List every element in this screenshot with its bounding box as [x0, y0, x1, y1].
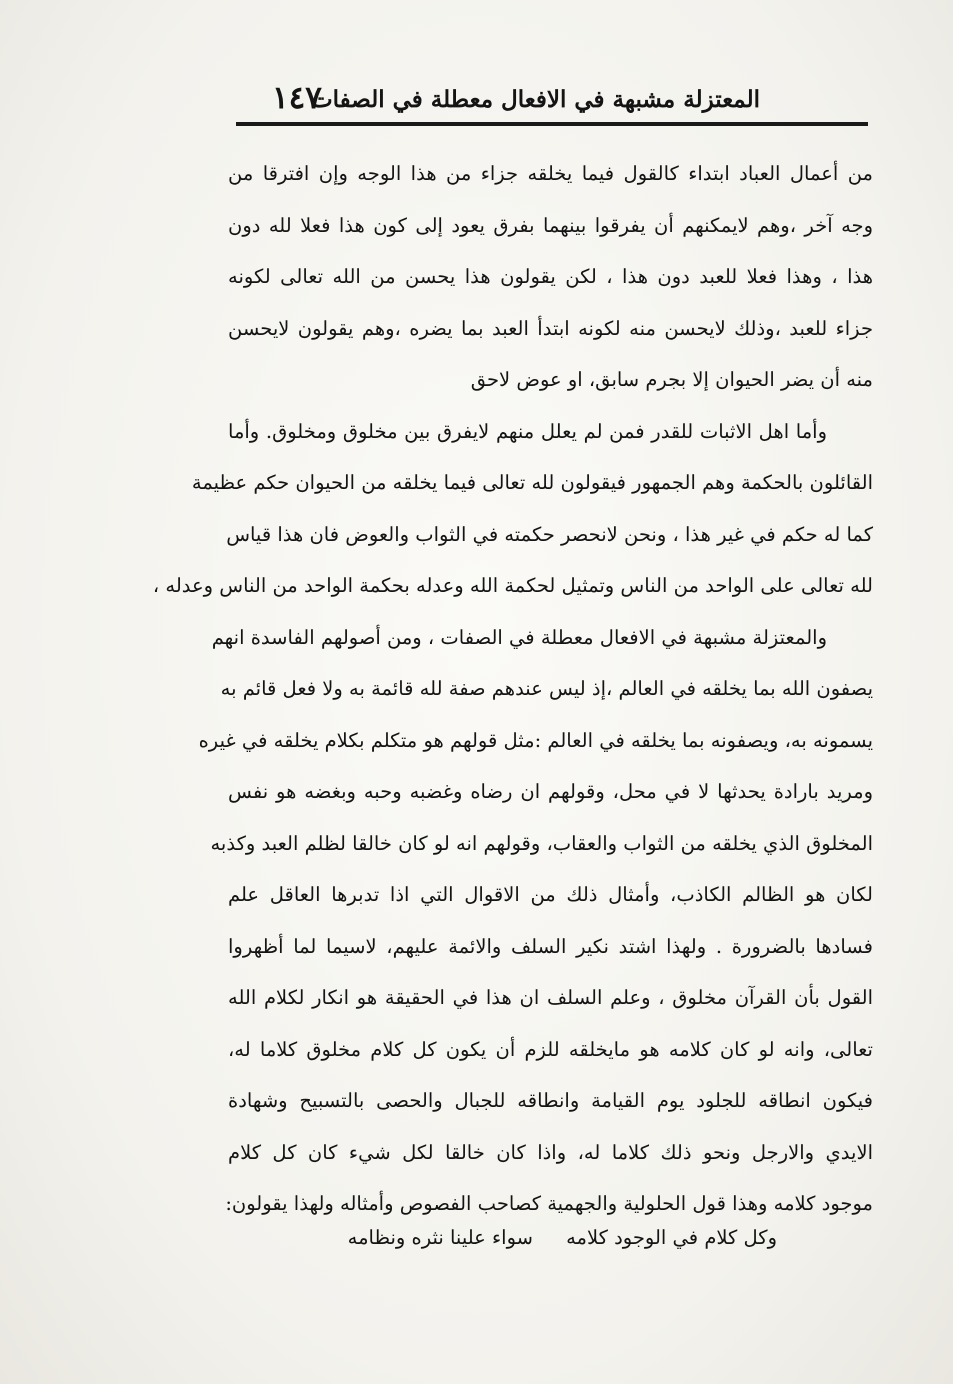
text-line: لله تعالى على الواحد من الناس وتمثيل لحكمة الله وعدله بحكمة الواحد من الناس وعدله ،: [152, 574, 873, 597]
text-line: لكان هو الظالم الكاذب، وأمثال ذلك من الاقوال التي اذا تدبرها العاقل علم: [228, 883, 873, 906]
text-line: فيكون انطاقه للجلود يوم القيامة وانطاقه للجبال والحصى بالتسبيح وشهادة: [228, 1089, 873, 1112]
text-line: تعالى، وانه لو كان كلامه هو مايخلقه للزم أن يكون كل كلام مخلوق كلاما له،: [228, 1037, 873, 1061]
page-number: ١٤٧: [272, 80, 322, 116]
text-line: موجود كلامه وهذا قول الحلولية والجهمية كصاحب الفصوص وأمثاله ولهذا يقولون:: [225, 1192, 873, 1215]
text-line: وجه آخر ،وهم لايمكنهم أن يفرقوا بينهما بفرق يعود إلى كون هذا فعلا لله دون: [228, 213, 873, 237]
text-line: الايدي والارجل ونحو ذلك كلاما له، واذا كان خالقا لكل شيء كان كل كلام: [228, 1140, 873, 1164]
text-line: يسمونه به، ويصفونه بما يخلقه في العالم :مثل قولهم هو متكلم بكلام يخلقه في غيره: [198, 728, 873, 752]
text-line: والمعتزلة مشبهة في الافعال معطلة في الصفات ، ومن أصولهم الفاسدة انهم: [211, 625, 827, 649]
text-line: القول بأن القرآن مخلوق ، وعلم السلف ان هذا في الحقيقة هو انكار لكلام الله: [228, 986, 873, 1009]
text-line: القائلون بالحكمة وهم الجمهور فيقولون لله تعالى فيما يخلقه من الحيوان حكم عظيمة: [191, 471, 873, 494]
text-line: من أعمال العباد ابتداء كالقول فيما يخلقه جزاء من هذا الوجه وإن افترقا من: [228, 162, 873, 185]
text-line: وأما اهل الاثبات للقدر فمن لم يعلل منهم لايفرق بين مخلوق ومخلوق. وأما: [228, 419, 827, 443]
verse-first-hemistich: وكل كلام في الوجود كلامه: [566, 1226, 777, 1249]
text-line: كما له حكم في غير هذا ، ونحن لانحصر حكمته في الثواب والعوض فان هذا قياس: [226, 522, 873, 546]
poetry-verse: [228, 1212, 873, 1264]
text-line: فسادها بالضرورة . ولهذا اشتد نكير السلف والائمة عليهم، لاسيما لما أظهروا: [228, 934, 873, 958]
running-title: المعتزلة مشبهة في الافعال معطلة في الصفات: [310, 86, 760, 113]
header-rule: [236, 122, 868, 126]
text-line: يصفون الله بما يخلقه في العالم ،إذ ليس عندهم صفة لله قائمة به ولا فعل قائم به: [220, 677, 873, 700]
body-text: [152, 148, 873, 1230]
page-header: [236, 80, 868, 122]
text-line: هذا ، وهذا فعلا للعبد دون هذا ، لكن يقولون هذا يحسن من الله تعالى لكونه: [228, 265, 873, 288]
text-line: منه أن يضر الحيوان إلا بجرم سابق، او عوض لاحق: [470, 368, 873, 391]
text-line: جزاء للعبد ،وذلك لايحسن منه لكونه ابتدأ العبد بما يضره ،وهم يقولون لايحسن: [228, 316, 873, 340]
text-line: ومريد بارادة يحدثها لا في محل، وقولهم ان رضاه وغضبه وحبه وبغضه هو نفس: [228, 780, 873, 803]
verse-second-hemistich: سواء علينا نثره ونظامه: [347, 1226, 533, 1249]
text-line: المخلوق الذي يخلقه من الثواب والعقاب، وقولهم انه لو كان خالقا لظلم العبد وكذبه: [210, 831, 873, 855]
